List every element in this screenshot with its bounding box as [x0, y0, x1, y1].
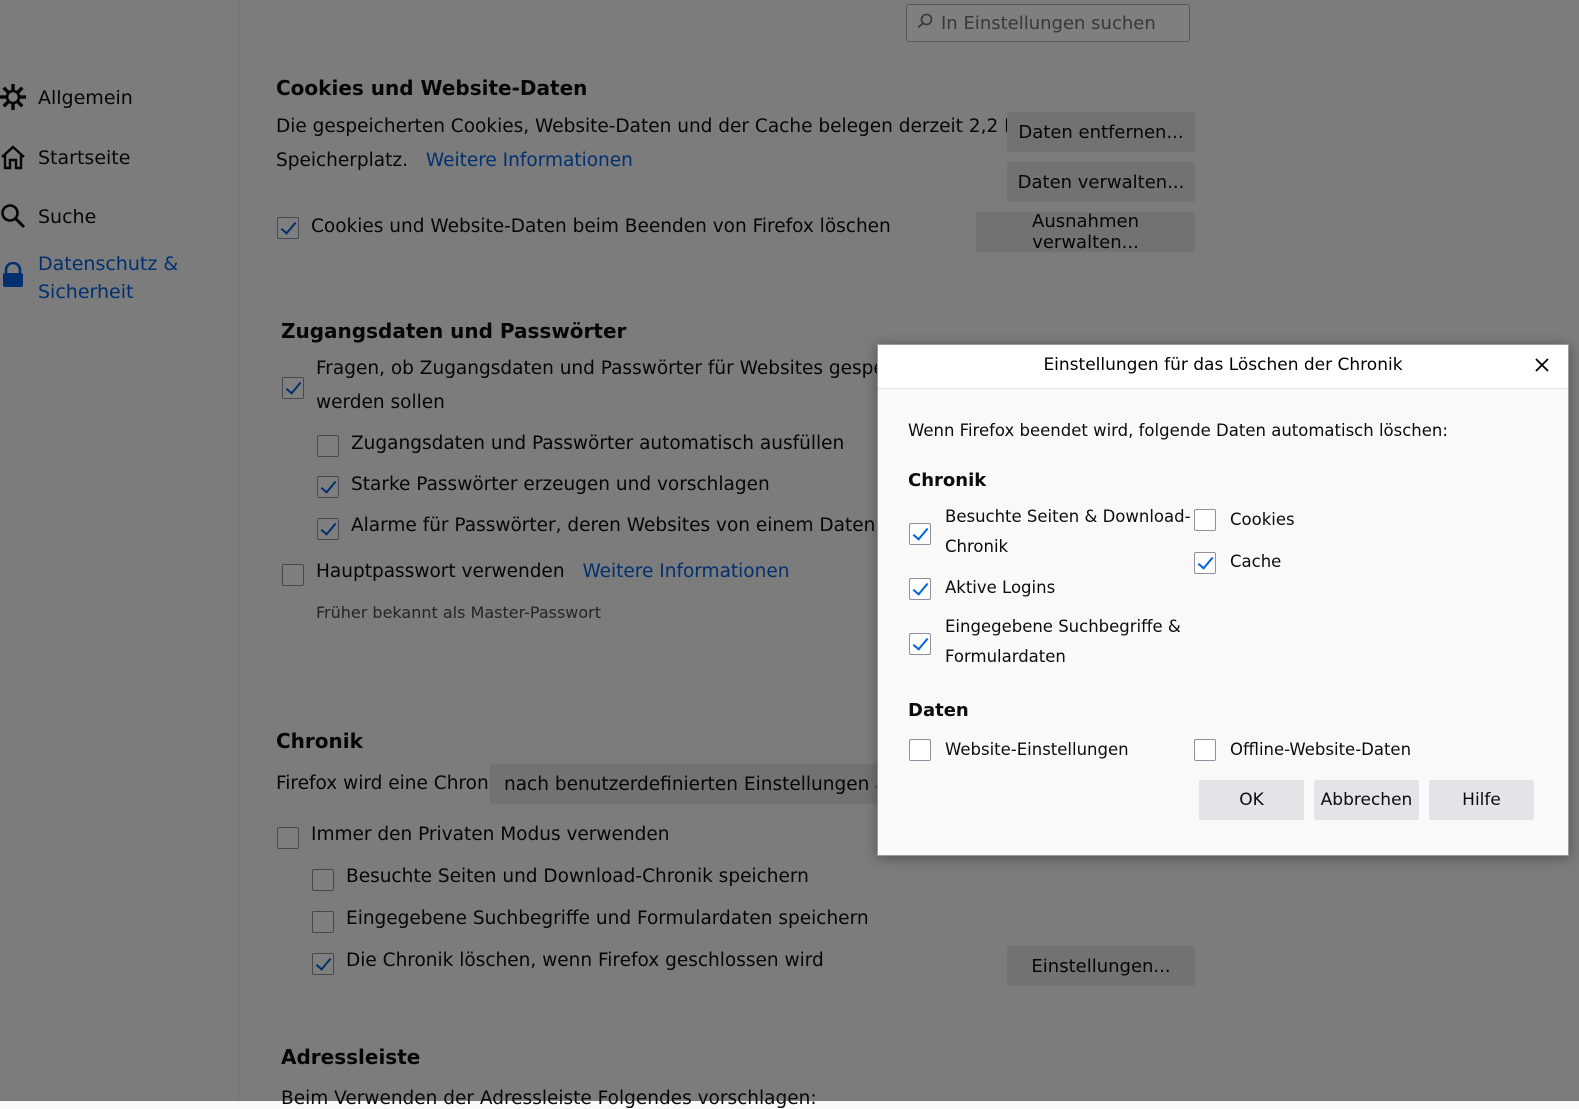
active-logins-label: Aktive Logins [945, 578, 1056, 597]
site-settings-checkbox[interactable] [909, 739, 931, 761]
offline-data-label: Offline-Website-Daten [1230, 740, 1412, 759]
dialog-history-heading: Chronik [908, 470, 987, 491]
dialog-title: Einstellungen für das Löschen der Chronik [1043, 355, 1403, 375]
close-icon[interactable] [1528, 351, 1556, 379]
ok-button[interactable]: OK [1199, 780, 1304, 820]
dialog-titlebar [878, 345, 1568, 389]
form-history-checkbox[interactable] [909, 633, 931, 655]
browsing-history-label: Besuchte Seiten & Download- Chronik [945, 507, 1191, 556]
clear-history-settings-dialog [877, 344, 1569, 856]
cache-checkbox[interactable] [1194, 552, 1216, 574]
cache-label: Cache [1230, 552, 1282, 571]
active-logins-checkbox[interactable] [909, 578, 931, 600]
offline-data-checkbox[interactable] [1194, 739, 1216, 761]
help-button[interactable]: Hilfe [1429, 780, 1534, 820]
dialog-data-heading: Daten [908, 700, 969, 721]
cookies-label: Cookies [1230, 510, 1295, 529]
cookies-checkbox[interactable] [1194, 509, 1216, 531]
form-history-label: Eingegebene Suchbegriffe & Formulardaten [945, 617, 1181, 666]
site-settings-label: Website-Einstellungen [945, 740, 1129, 759]
cancel-button[interactable]: Abbrechen [1314, 780, 1419, 820]
dialog-intro: Wenn Firefox beendet wird, folgende Daten automatisch löschen: [908, 421, 1448, 440]
browsing-history-checkbox[interactable] [909, 523, 931, 545]
